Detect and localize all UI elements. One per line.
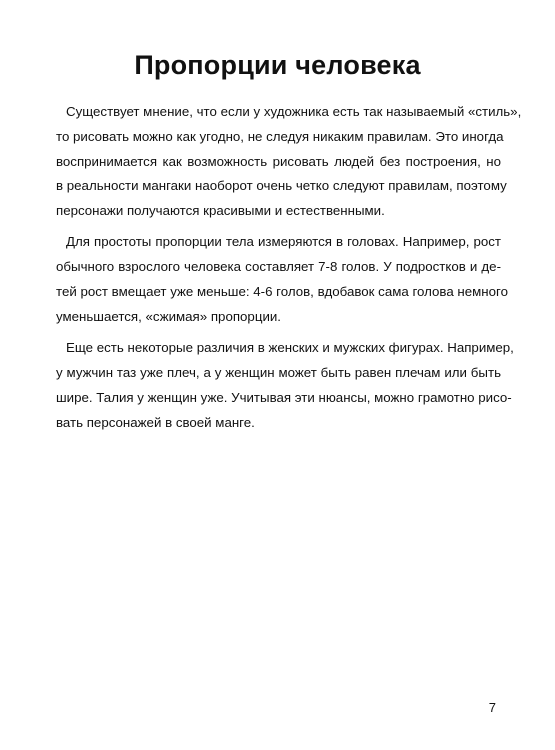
paragraph-3 — [56, 336, 514, 435]
paragraph-line: у мужчин таз уже плеч, а у женщин может быть равен плечам или быть — [56, 364, 501, 380]
paragraph-line: Существует мнение, что если у художника есть так называемый «стиль», — [66, 104, 522, 119]
paragraph-line: тей рост вмещает уже меньше: 4-6 голов, вдобавок сама голова немного — [56, 284, 508, 300]
paragraph-line: шире. Талия у женщин уже. Учитывая эти нюансы, можно грамотно рисо- — [56, 389, 512, 405]
paragraph-line: воспринимается как возможность рисовать людей без построения, но — [56, 153, 501, 169]
body-text — [56, 100, 522, 442]
paragraph-line: Еще есть некоторые различия в женских и мужских фигурах. Например, — [66, 340, 514, 356]
paragraph-line: то рисовать можно как угодно, не следуя никаким правилам. Это иногда — [56, 128, 504, 144]
page-title: Пропорции человека — [134, 50, 421, 80]
paragraph-line: обычного взрослого человека составляет 7-8 голов. У подростков и де- — [56, 259, 501, 275]
paragraph-line: уменьшается, «сжимая» пропорции. — [56, 308, 281, 324]
paragraph-line: персонажи получаются красивыми и естественными. — [56, 203, 385, 219]
paragraph-2 — [56, 230, 508, 329]
page-number: 7 — [488, 700, 496, 715]
paragraph-line: вать персонажей в своей манге. — [56, 414, 255, 430]
paragraph-1 — [56, 100, 522, 224]
paragraph-line: Для простоты пропорции тела измеряются в головах. Например, рост — [66, 234, 501, 250]
paragraph-line: в реальности мангаки наоборот очень четко следуют правилам, поэтому — [56, 178, 507, 194]
